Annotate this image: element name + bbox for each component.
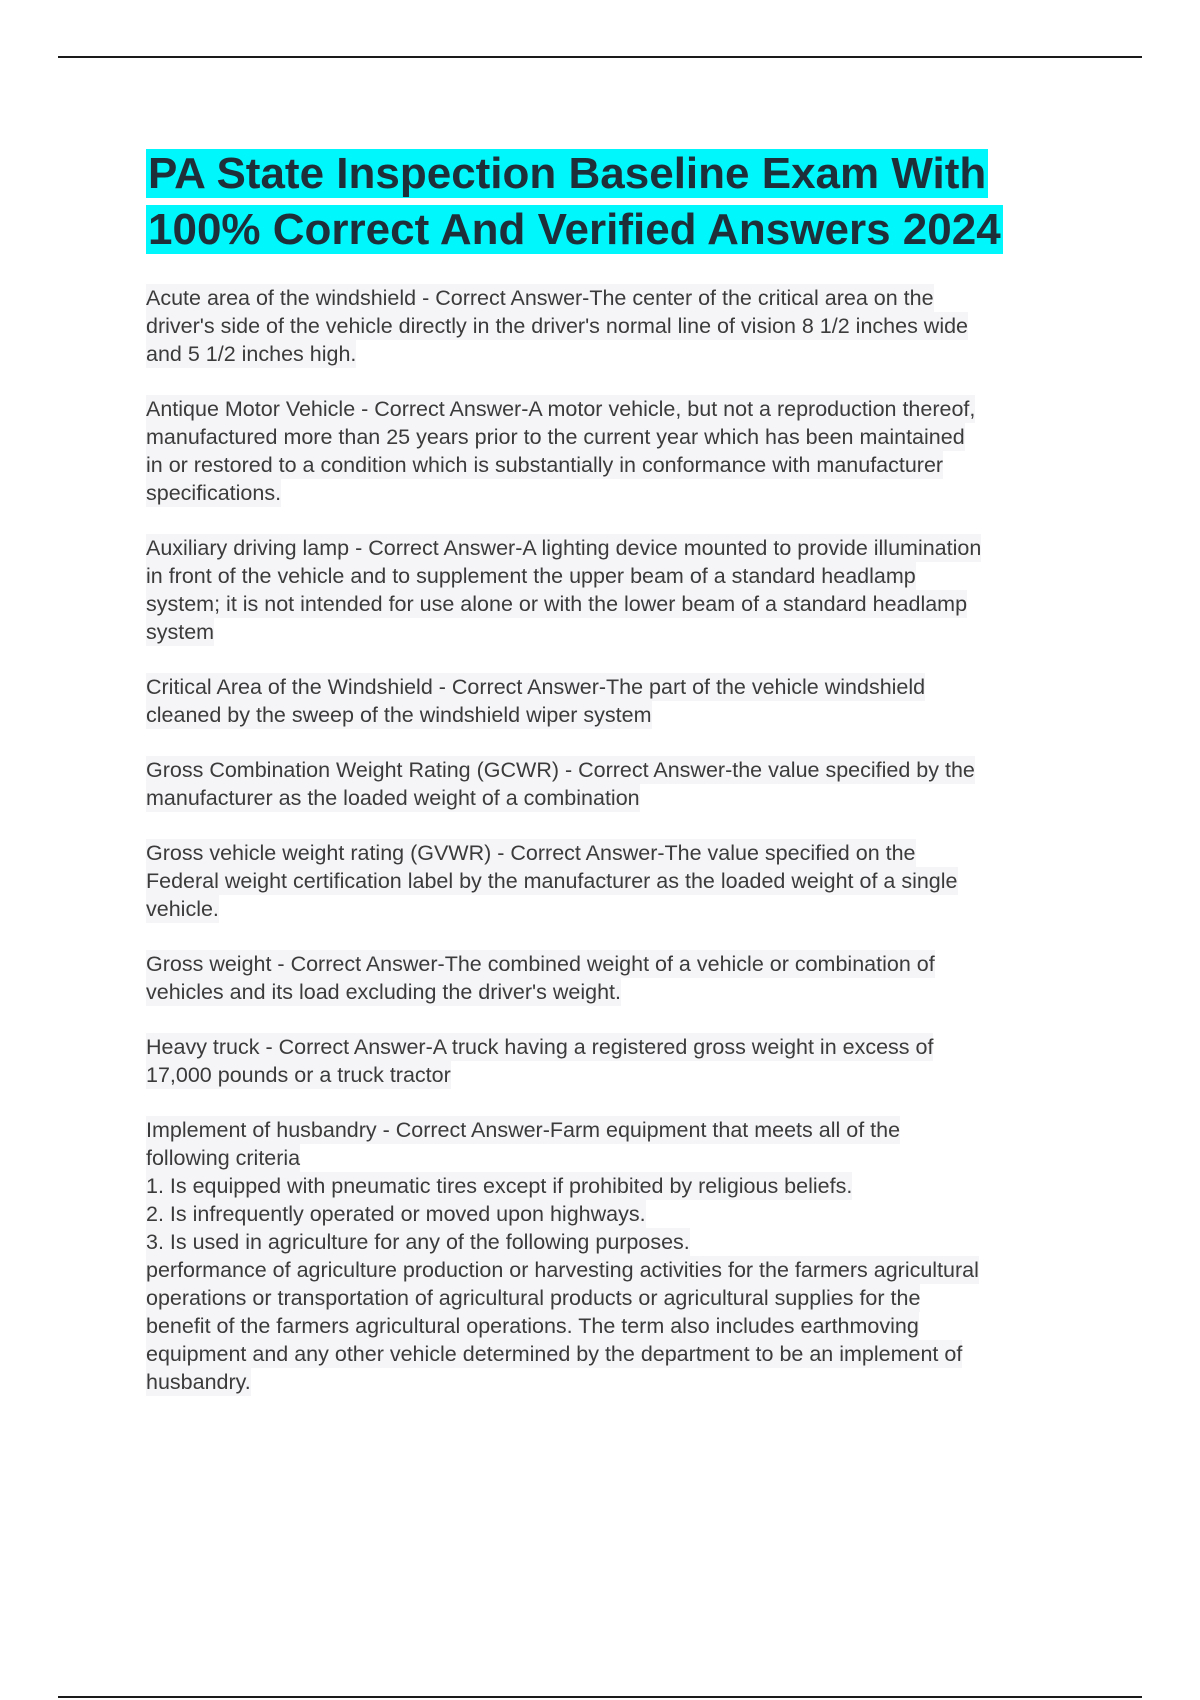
definition-entry xyxy=(146,395,1096,507)
definition-line: following criteria xyxy=(146,1146,301,1170)
definition-entry xyxy=(146,950,1096,1006)
definition-line: driver's side of the vehicle directly in the driver's normal line of vision 8 1/2 inches wide xyxy=(146,314,969,338)
definition-line: system; it is not intended for use alone or with the lower beam of a standard headlamp xyxy=(146,592,968,616)
definition-line: Critical Area of the Windshield - Correct Answer-The part of the vehicle windshield xyxy=(146,675,926,699)
definition-line: 3. Is used in agriculture for any of the following purposes. xyxy=(146,1230,690,1254)
definition-line: operations or transportation of agricultural products or agricultural supplies for the xyxy=(146,1286,921,1310)
definition-line: cleaned by the sweep of the windshield wiper system xyxy=(146,703,652,727)
definition-entry xyxy=(146,1033,1096,1089)
definition-line: vehicle. xyxy=(146,897,219,921)
page-title xyxy=(146,146,1086,258)
definition-entry xyxy=(146,673,1096,729)
definition-line: performance of agriculture production or harvesting activities for the farmers agricultural xyxy=(146,1258,979,1282)
definition-line: Gross weight - Correct Answer-The combined weight of a vehicle or combination of xyxy=(146,952,935,976)
definition-line: Federal weight certification label by the manufacturer as the loaded weight of a single xyxy=(146,869,958,893)
definition-line: system xyxy=(146,620,215,644)
definition-line: Gross Combination Weight Rating (GCWR) - Correct Answer-the value specified by the xyxy=(146,758,975,782)
definition-line: equipment and any other vehicle determined by the department to be an implement of xyxy=(146,1342,963,1366)
definition-line: Heavy truck - Correct Answer-A truck having a registered gross weight in excess of xyxy=(146,1035,934,1059)
definition-line: 1. Is equipped with pneumatic tires except if prohibited by religious beliefs. xyxy=(146,1174,853,1198)
bottom-rule xyxy=(58,1696,1142,1698)
definition-line: Antique Motor Vehicle - Correct Answer-A motor vehicle, but not a reproduction thereof, xyxy=(146,397,976,421)
title-line-1: PA State Inspection Baseline Exam With xyxy=(148,149,987,198)
definition-line: specifications. xyxy=(146,481,282,505)
definition-line: 17,000 pounds or a truck tractor xyxy=(146,1063,451,1087)
top-rule xyxy=(58,56,1142,58)
definition-line: husbandry. xyxy=(146,1370,251,1394)
definition-line: and 5 1/2 inches high. xyxy=(146,342,357,366)
definition-line: manufacturer as the loaded weight of a combination xyxy=(146,786,640,810)
definition-line: in front of the vehicle and to supplement the upper beam of a standard headlamp xyxy=(146,564,916,588)
definition-line: in or restored to a condition which is substantially in conformance with manufacturer xyxy=(146,453,944,477)
definition-line: Gross vehicle weight rating (GVWR) - Correct Answer-The value specified on the xyxy=(146,841,916,865)
definition-line: manufactured more than 25 years prior to the current year which has been maintained xyxy=(146,425,965,449)
definition-line: Auxiliary driving lamp - Correct Answer-A lighting device mounted to provide illumination xyxy=(146,536,982,560)
definition-entry xyxy=(146,1116,1096,1396)
definition-line: vehicles and its load excluding the driver's weight. xyxy=(146,980,621,1004)
title-line-2: 100% Correct And Verified Answers 2024 xyxy=(148,205,1001,254)
definition-line: 2. Is infrequently operated or moved upon highways. xyxy=(146,1202,646,1226)
definition-entry xyxy=(146,284,1096,368)
definitions-list xyxy=(146,284,1096,1423)
definition-entry xyxy=(146,756,1096,812)
definition-entry xyxy=(146,839,1096,923)
definition-line: Implement of husbandry - Correct Answer-Farm equipment that meets all of the xyxy=(146,1118,901,1142)
definition-line: benefit of the farmers agricultural operations. The term also includes earthmoving xyxy=(146,1314,919,1338)
definition-entry xyxy=(146,534,1096,646)
definition-line: Acute area of the windshield - Correct Answer-The center of the critical area on the xyxy=(146,286,934,310)
